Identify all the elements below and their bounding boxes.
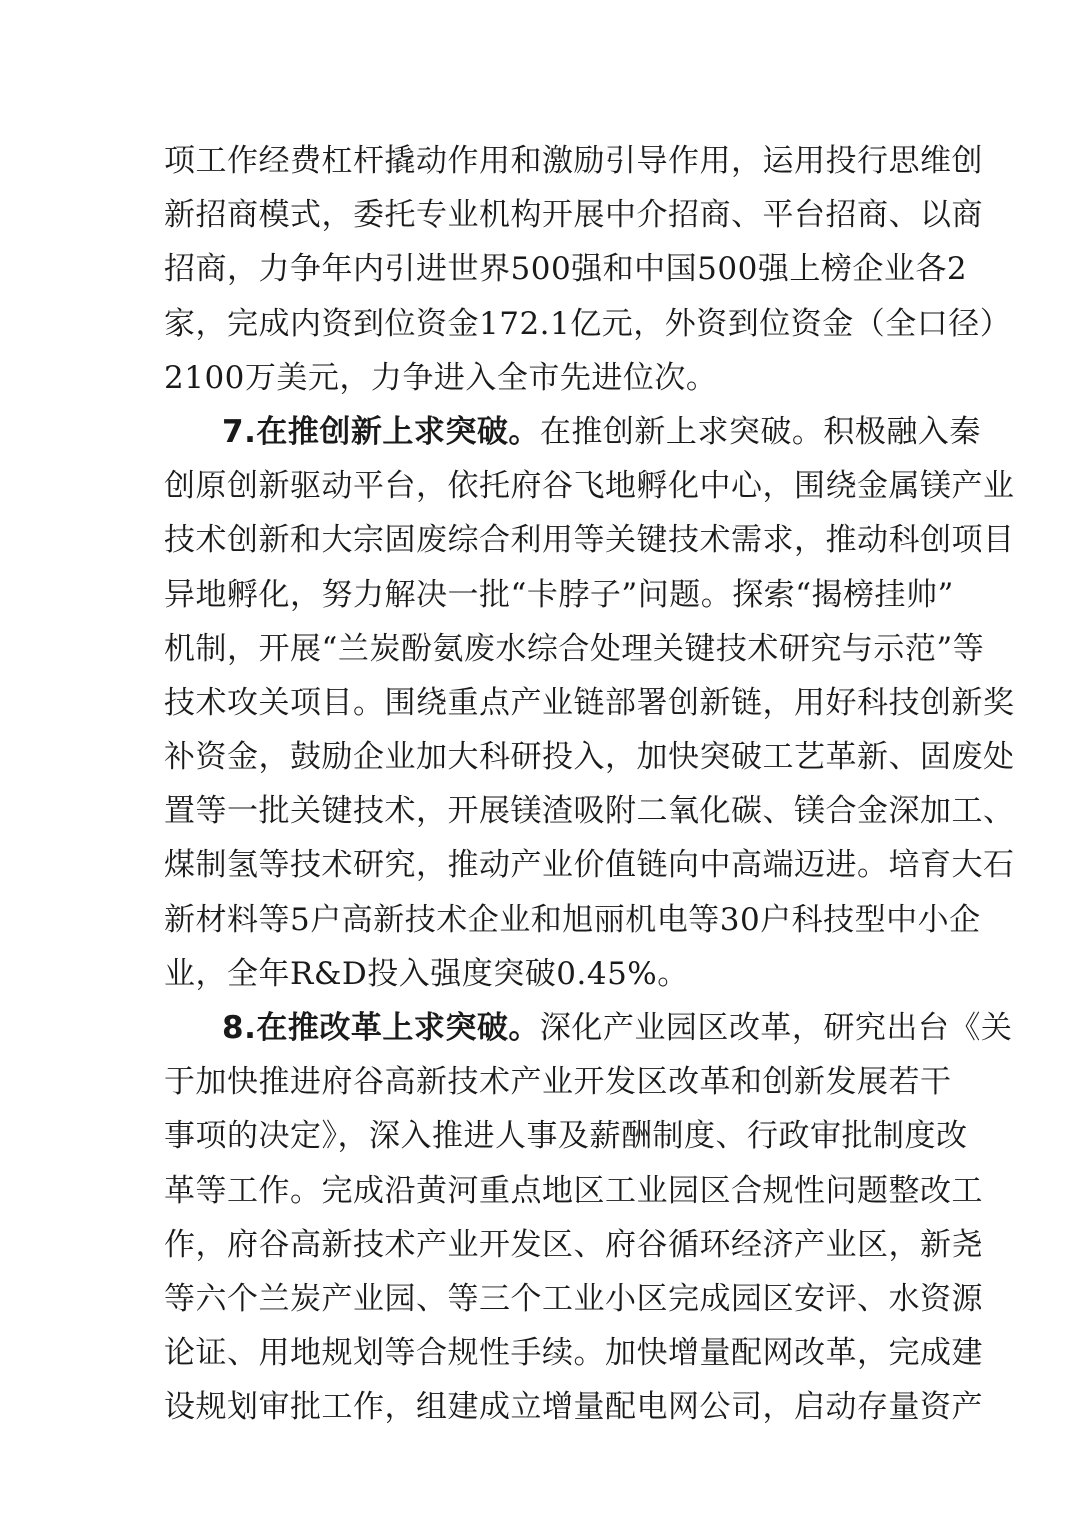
section-7-heading: 7.在推创新上求突破。 [222,413,540,450]
document-body [164,134,1015,1435]
section-8-line: 作，府谷高新技术产业开发区、府谷循环经济产业区，新尧 [164,1226,983,1263]
section-7-line: 创原创新驱动平台，依托府谷飞地孵化中心，围绕金属镁产业 [164,468,1015,505]
intro-line: 家，完成内资到位资金172.1亿元，外资到位资金（全口径） [164,305,1012,342]
section-7-line: 补资金，鼓励企业加大科研投入，加快突破工艺革新、固废处 [164,739,1015,776]
section-7-line: 置等一批关键技术，开展镁渣吸附二氧化碳、镁合金深加工、 [164,793,1015,830]
section-8-first-line-text: 深化产业园区改革，研究出台《关 [539,1010,1013,1046]
section-7-first-line-text: 在推创新上求突破。积极融入秦 [539,413,981,450]
intro-line: 2100万美元，力争进入全市先进位次。 [164,359,718,396]
section-7-line: 新材料等5户高新技术企业和旭丽机电等30户科技型中小企 [164,901,981,938]
section-7-line: 技术攻关项目。围绕重点产业链部署创新链，用好科技创新奖 [164,684,1015,721]
section-7-first-line [164,405,981,459]
section-7-line: 技术创新和大宗固废综合利用等关键技术需求，推动科创项目 [164,522,1015,559]
section-7-line: 煤制氢等技术研究，推动产业价值链向中高端迈进。培育大石 [164,847,1015,884]
section-8-line: 事项的决定》，深入推进人事及薪酬制度、行政审批制度改 [164,1118,968,1155]
intro-line: 新招商模式，委托专业机构开展中介招商、平台招商、以商 [164,197,983,234]
intro-line: 招商，力争年内引进世界500强和中国500强上榜企业各2 [164,251,968,288]
section-8-line: 革等工作。完成沿黄河重点地区工业园区合规性问题整改工 [164,1172,983,1209]
intro-line: 项工作经费杠杆撬动作用和激励引导作用，运用投行思维创 [164,143,983,179]
section-8-line: 等六个兰炭产业园、等三个工业小区完成园区安评、水资源 [164,1280,983,1317]
section-7-line: 机制，开展“兰炭酚氨废水综合处理关键技术研究与示范”等 [164,630,985,667]
section-8-first-line [164,1001,1013,1055]
section-8-line: 于加快推进府谷高新技术产业开发区改革和创新发展若干 [164,1064,952,1101]
section-7-line: 异地孵化，努力解决一批“卡脖子”问题。探索“揭榜挂帅” [164,576,954,613]
section-7-line: 业，全年R&D投入强度突破0.45%。 [164,955,689,992]
section-8-heading: 8.在推改革上求突破。 [222,1010,540,1046]
section-8-line: 论证、用地规划等合规性手续。加快增量配网改革，完成建 [164,1335,983,1372]
section-8-line: 设规划审批工作，组建成立增量配电网公司，启动存量资产 [164,1389,983,1426]
